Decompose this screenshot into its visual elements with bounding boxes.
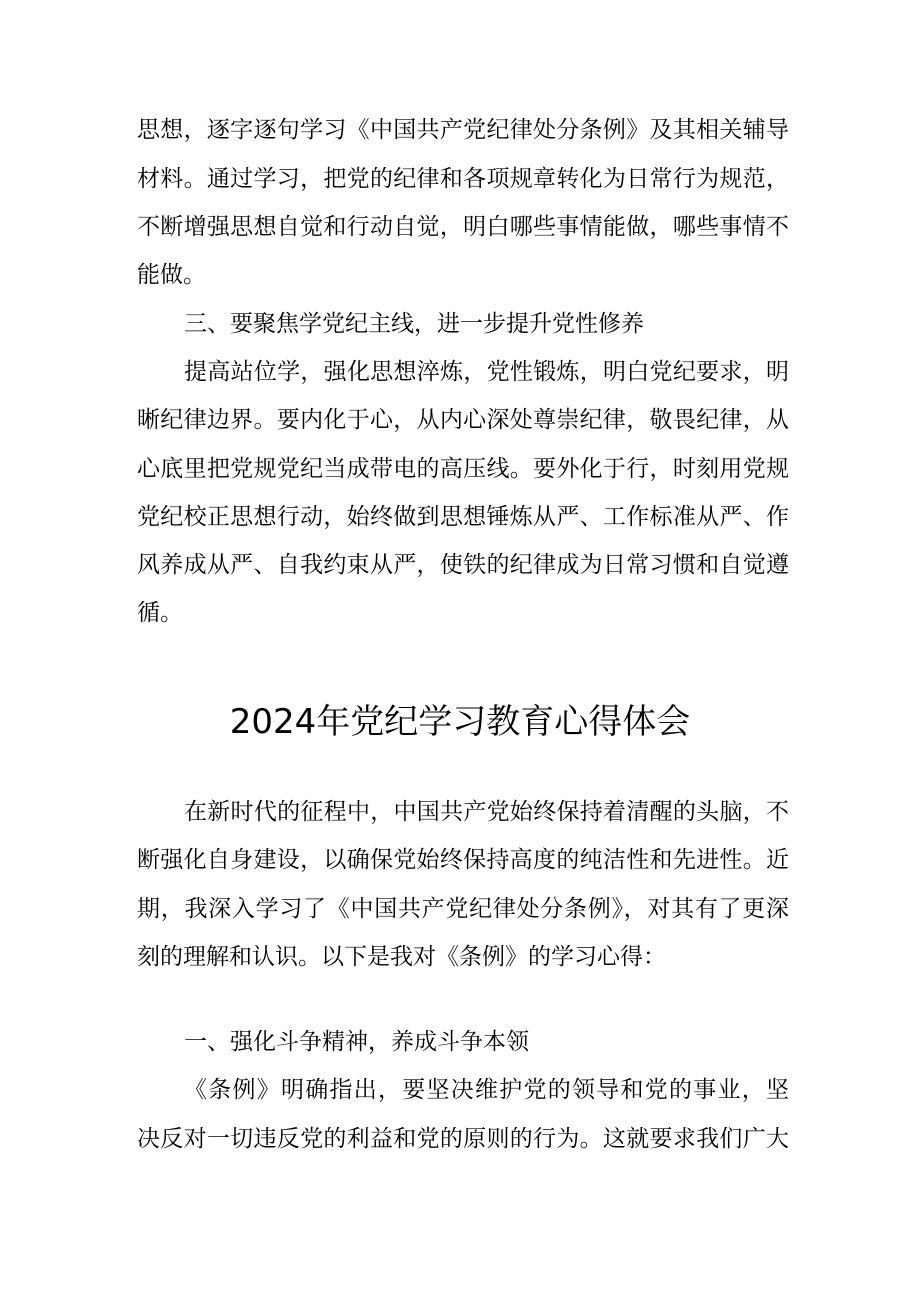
paragraph-line: 决反对一切违反党的利益和党的原则的行为。这就要求我们广大 <box>137 1126 789 1152</box>
paragraph-line: 党纪校正思想行动，始终做到思想锤炼从严、工作标准从严、作 <box>137 504 789 530</box>
document-title: 2024年党纪学习教育心得体会 <box>229 702 691 742</box>
paragraph-line: 在新时代的征程中，中国共产党始终保持着清醒的头脑，不 <box>184 799 789 825</box>
paragraph-line: 《条例》明确指出，要坚决维护党的领导和党的事业，坚 <box>184 1077 789 1103</box>
paragraph-line: 思想，逐字逐句学习《中国共产党纪律处分条例》及其相关辅导 <box>137 117 789 143</box>
paragraph-line: 材料。通过学习，把党的纪律和各项规章转化为日常行为规范， <box>137 166 789 192</box>
paragraph-line: 晰纪律边界。要内化于心，从内心深处尊崇纪律，敬畏纪律，从 <box>137 407 789 433</box>
paragraph-line: 一、强化斗争精神，养成斗争本领 <box>184 1029 529 1055</box>
paragraph-line: 不断增强思想自觉和行动自觉，明白哪些事情能做，哪些事情不 <box>137 214 789 240</box>
paragraph-line: 风养成从严、自我约束从严，使铁的纪律成为日常习惯和自觉遵 <box>137 552 789 578</box>
paragraph-line: 能做。 <box>137 262 206 288</box>
paragraph-line: 期，我深入学习了《中国共产党纪律处分条例》，对其有了更深 <box>137 896 789 922</box>
paragraph-line: 循。 <box>137 600 183 626</box>
paragraph-line: 断强化自身建设，以确保党始终保持高度的纯洁性和先进性。近 <box>137 847 789 873</box>
paragraph-line: 提高站位学，强化思想淬炼，党性锻炼，明白党纪要求，明 <box>184 359 789 385</box>
paragraph-line: 三、要聚焦学党纪主线，进一步提升党性修养 <box>184 311 644 337</box>
paragraph-line: 刻的理解和认识。以下是我对《条例》的学习心得： <box>137 944 666 970</box>
paragraph-line: 心底里把党规党纪当成带电的高压线。要外化于行，时刻用党规 <box>137 456 789 482</box>
